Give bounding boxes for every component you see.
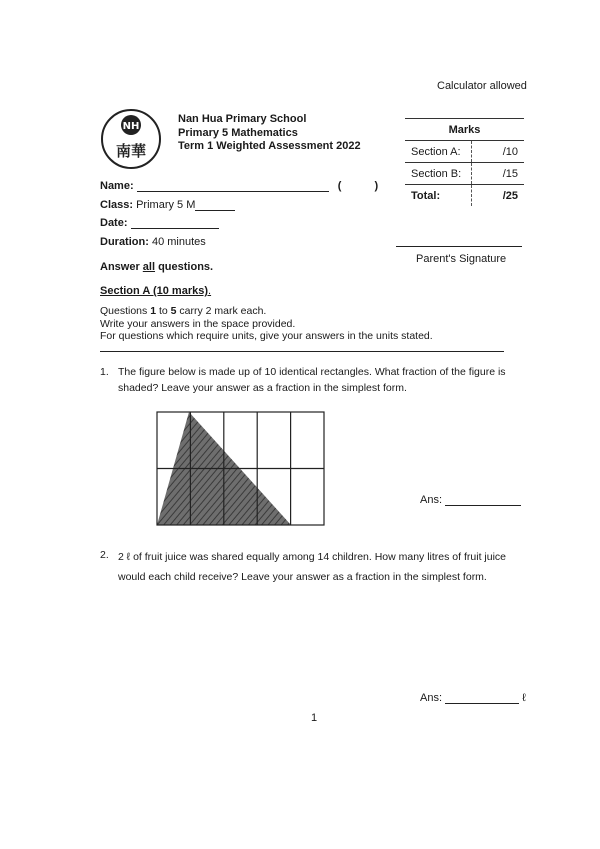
- class-field: [100, 199, 235, 211]
- date-label: Date:: [100, 217, 128, 229]
- logo-characters: 南華: [115, 142, 147, 160]
- instruction-line-1: [100, 305, 433, 318]
- marks-title: Marks: [405, 119, 524, 141]
- signature-line[interactable]: [396, 246, 522, 247]
- answer-all-pre: Answer: [100, 261, 143, 273]
- question-1-number: 1.: [100, 366, 109, 378]
- class-line[interactable]: [195, 210, 235, 211]
- answer-all-post: questions.: [155, 261, 214, 273]
- question-1-ans-label: Ans:: [420, 494, 443, 506]
- date-line[interactable]: [131, 228, 219, 229]
- question-1-figure: [155, 410, 327, 528]
- school-name: Nan Hua Primary School: [178, 113, 307, 125]
- name-paren-open: (: [337, 180, 342, 192]
- question-2-answer-line[interactable]: [445, 703, 519, 704]
- class-label: Class:: [100, 199, 134, 211]
- marks-label-total: Total:: [411, 189, 441, 202]
- question-2-line-2: would each child receive? Leave your answer as a fraction in the simplest form.: [118, 571, 487, 583]
- instruction-1-post: carry 2 mark each.: [176, 305, 267, 317]
- question-2-number: 2.: [100, 549, 109, 561]
- marks-value-section-a: /10: [472, 141, 525, 163]
- school-logo: [100, 108, 162, 170]
- name-line[interactable]: [137, 191, 329, 192]
- instruction-1-pre: Questions: [100, 305, 151, 317]
- instruction-line-2: Write your answers in the space provided.: [100, 317, 296, 330]
- section-a-instructions: [100, 305, 433, 343]
- answer-all-emph: all: [142, 261, 156, 273]
- marks-label-section-b: Section B:: [405, 163, 472, 185]
- signature-label: Parent's Signature: [416, 253, 507, 265]
- logo-letters: NH: [122, 121, 140, 132]
- name-paren-close: ): [374, 180, 379, 192]
- marks-table: [405, 118, 524, 206]
- date-field: [100, 217, 219, 229]
- marks-value-section-b: /15: [472, 163, 525, 185]
- school-heading: [178, 113, 361, 154]
- question-1-answer: [420, 494, 521, 506]
- class-value: Primary 5 M: [136, 199, 196, 211]
- section-divider: [100, 351, 504, 352]
- instruction-1-b: 5: [170, 305, 177, 317]
- question-1-line-1: The figure below is made up of 10 identical rectangles. What fraction of the figure is: [118, 366, 506, 378]
- instruction-line-3: For questions which require units, give your answers in the units stated.: [100, 330, 433, 342]
- calculator-note: Calculator allowed: [437, 80, 527, 92]
- question-2-line-1: 2 ℓ of fruit juice was shared equally among 14 children. How many litres of fruit juice: [118, 551, 506, 563]
- instruction-1-a: 1: [150, 305, 157, 317]
- question-1-line-2: shaded? Leave your answer as a fraction in the simplest form.: [118, 382, 407, 394]
- page-number: 1: [311, 712, 318, 724]
- duration-field: [100, 236, 206, 248]
- duration-label: Duration:: [100, 236, 149, 248]
- section-a-title: [100, 285, 211, 297]
- question-1-text: [118, 364, 518, 396]
- assessment-name: Term 1 Weighted Assessment 2022: [178, 140, 361, 152]
- name-field: [100, 180, 378, 192]
- instruction-1-mid: to: [156, 305, 171, 317]
- section-a-title-suffix: .: [208, 285, 212, 297]
- marks-label-section-a: Section A:: [405, 141, 472, 163]
- question-2-ans-label: Ans:: [420, 692, 443, 704]
- question-2-answer: [420, 692, 526, 704]
- subject-name: Primary 5 Mathematics: [178, 126, 298, 139]
- section-a-title-text: Section A (10 marks): [100, 285, 209, 297]
- name-label: Name:: [100, 180, 134, 192]
- question-2-text: [118, 547, 528, 587]
- duration-value: 40 minutes: [151, 236, 206, 248]
- answer-all-instruction: [100, 261, 213, 273]
- marks-value-total: /25: [472, 185, 525, 207]
- question-2-ans-unit: ℓ: [522, 692, 526, 704]
- question-1-answer-line[interactable]: [445, 505, 521, 506]
